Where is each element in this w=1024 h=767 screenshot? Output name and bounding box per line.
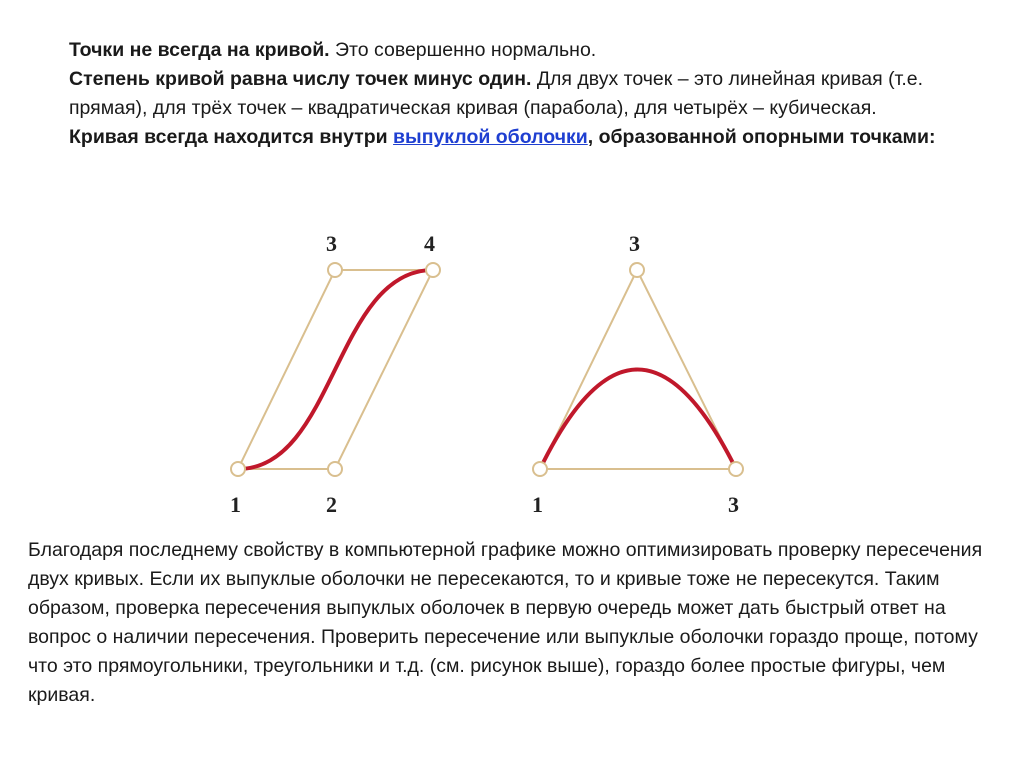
statement-1-bold: Точки не всегда на кривой. <box>69 39 330 61</box>
convex-hull-link[interactable]: выпуклой оболочки <box>393 126 588 148</box>
statement-1-rest: Это совершенно нормально. <box>329 39 597 61</box>
cubic-curve-diagram <box>230 231 440 517</box>
cubic-point-2 <box>328 462 342 476</box>
quadratic-label-1: 1 <box>532 492 543 517</box>
cubic-label-2: 2 <box>326 492 337 517</box>
statement-3-bold-end: , образованной опорными точками: <box>587 126 936 148</box>
statement-2-bold: Степень кривой равна числу точек минус один. <box>69 68 532 90</box>
cubic-point-1 <box>231 462 245 476</box>
quadratic-curve-diagram <box>532 231 743 517</box>
bottom-text-block <box>28 536 1003 710</box>
quadratic-point-1 <box>533 462 547 476</box>
statement-2-rest: Для двух точек – это линейная кривая (т.е. прямая), для трёх точек – квадратическая кривая (парабола), для четырёх – кубическая. <box>69 68 924 119</box>
statement-3-bold-start: Кривая всегда находится внутри <box>69 126 394 148</box>
cubic-label-3: 3 <box>326 231 337 256</box>
quadratic-point-3 <box>729 462 743 476</box>
cubic-bezier-curve <box>238 270 433 469</box>
cubic-label-1: 1 <box>230 492 241 517</box>
quadratic-label-3: 3 <box>728 492 739 517</box>
cubic-point-4 <box>426 263 440 277</box>
quadratic-point-2 <box>630 263 644 277</box>
cubic-label-4: 4 <box>424 231 435 256</box>
cubic-point-3 <box>328 263 342 277</box>
explanation-paragraph: Благодаря последнему свойству в компьютерной графике можно оптимизировать проверку пересечения двух кривых. Если их выпуклые оболочки не пересекаются, то и кривые тоже не пересекутся. Таким образом, проверка пересечения выпуклых оболочек в первую очередь может дать быстрый ответ на вопрос о наличии пересечения. Проверить пересечение или выпуклые оболочки гораздо проще, потому что это прямоугольники, треугольники и т.д. (см. рисунок выше), гораздо более простые фигуры, чем кривая. <box>28 539 983 706</box>
quadratic-bezier-curve <box>540 370 736 470</box>
quadratic-label-top: 3 <box>629 231 640 256</box>
